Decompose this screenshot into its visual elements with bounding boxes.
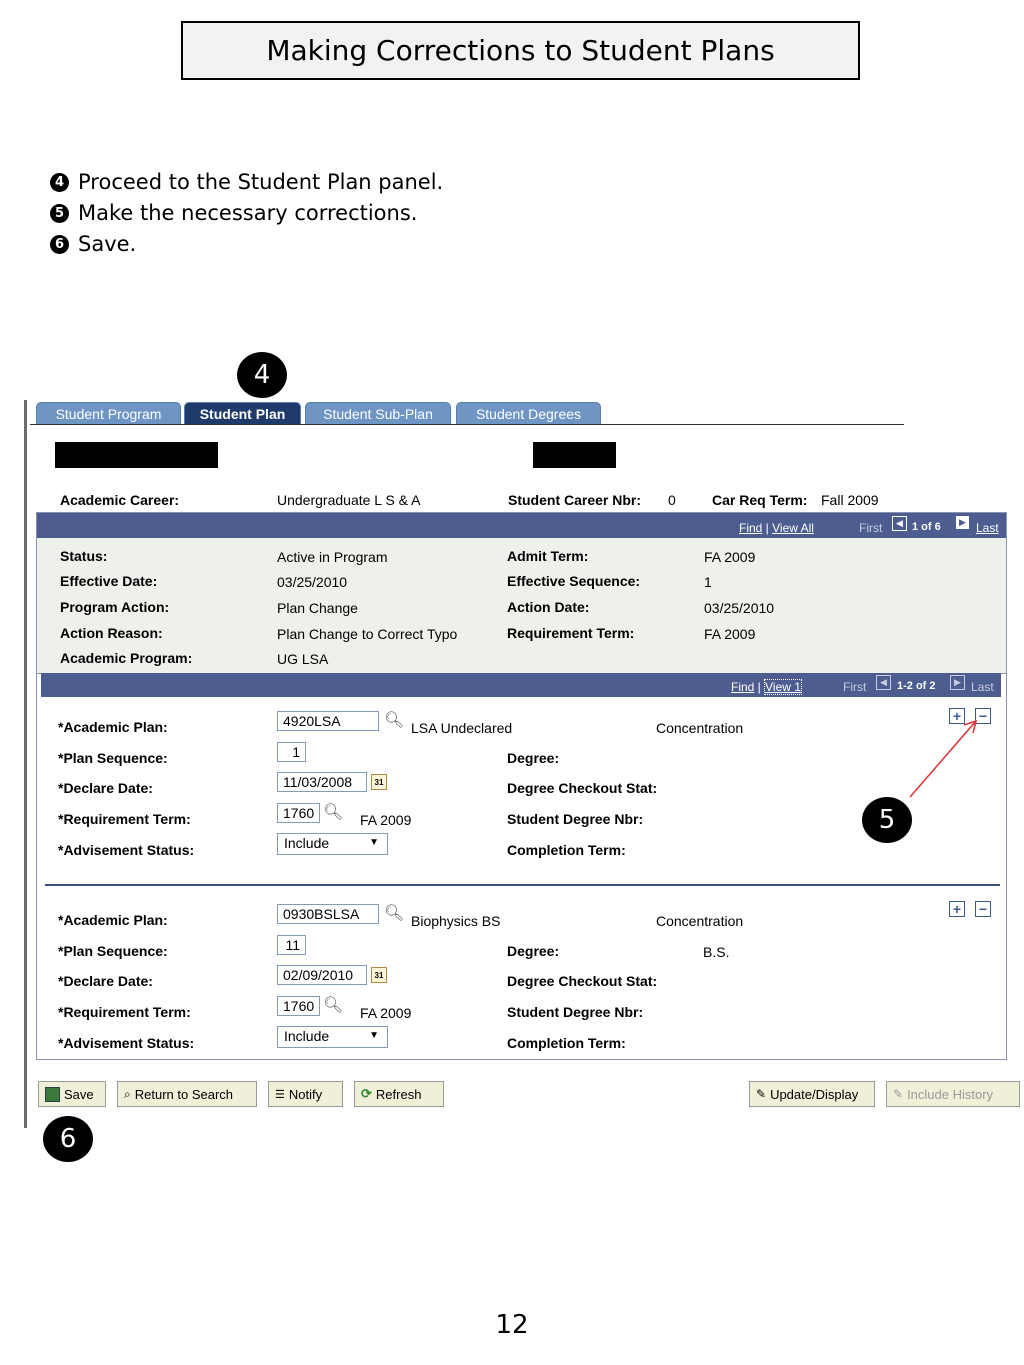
save-disk-icon [45, 1087, 60, 1102]
delete-row-icon[interactable]: − [975, 708, 991, 724]
declare-date-label: *Declare Date: [58, 780, 153, 796]
requirement-term-input[interactable]: 1760 [277, 996, 320, 1016]
plan-description: Biophysics BS [411, 913, 501, 929]
prev-arrow-icon[interactable]: ◀ [892, 516, 907, 531]
screenshot-left-border [24, 400, 27, 1128]
program-view-all-link[interactable]: View All [772, 521, 814, 535]
degree-label: Degree: [507, 943, 560, 959]
academic-plan-input[interactable]: 0930BSLSA [277, 904, 379, 924]
tab-student-program[interactable]: Student Program [36, 402, 181, 425]
academic-career-value: Undergraduate L S & A [277, 492, 421, 508]
status-label: Status: [60, 548, 108, 564]
plan-last[interactable]: Last [971, 680, 994, 694]
chevron-down-icon: ▼ [369, 1030, 379, 1041]
requirement-term-label: Requirement Term: [507, 625, 635, 641]
program-nav: Find | View All [739, 521, 814, 535]
plan-sequence-input[interactable]: 1 [277, 742, 306, 762]
requirement-term-desc: FA 2009 [360, 1005, 412, 1021]
requirement-term-input[interactable]: 1760 [277, 803, 320, 823]
admit-term-value: FA 2009 [704, 549, 756, 565]
tab-student-degrees[interactable]: Student Degrees [456, 402, 601, 425]
step-4 [50, 170, 443, 194]
academic-plan-label: *Academic Plan: [58, 719, 168, 735]
effective-seq-value: 1 [704, 574, 712, 590]
tab-baseline [30, 424, 904, 425]
plan-count: 1-2 of 2 [897, 680, 936, 692]
degree-checkout-label: Degree Checkout Stat: [507, 973, 658, 989]
return-to-search-button[interactable]: ⌕ Return to Search [117, 1081, 257, 1107]
status-value: Active in Program [277, 549, 388, 565]
program-first[interactable]: First [859, 521, 883, 535]
page-number: 12 [495, 1310, 529, 1340]
program-action-value: Plan Change [277, 600, 358, 616]
career-nbr-value: 0 [668, 492, 676, 508]
program-action-label: Program Action: [60, 599, 170, 615]
add-row-icon[interactable]: + [949, 708, 965, 724]
redacted-id [533, 442, 616, 468]
plan-nav: Find | View 1 [731, 680, 801, 694]
plan-type: Concentration [656, 720, 744, 736]
student-degree-nbr-label: Student Degree Nbr: [507, 811, 644, 827]
save-button[interactable]: Save [38, 1081, 106, 1107]
plan-lookup-icon[interactable]: 🔍︎ [384, 905, 405, 922]
action-date-value: 03/25/2010 [704, 600, 775, 616]
step-number: 6 [50, 235, 69, 254]
refresh-icon: ⟳ [361, 1086, 372, 1101]
tab-student-plan[interactable]: Student Plan [184, 402, 301, 425]
history-icon: ✎ [893, 1087, 904, 1101]
action-reason-label: Action Reason: [60, 625, 163, 641]
academic-program-label: Academic Program: [60, 650, 193, 666]
step-number: 4 [50, 173, 69, 192]
plan-first[interactable]: First [843, 680, 867, 694]
program-last-link[interactable]: Last [976, 521, 999, 535]
term-lookup-icon[interactable]: 🔍︎ [323, 804, 344, 821]
requirement-term-label: *Requirement Term: [58, 811, 191, 827]
admit-term-label: Admit Term: [507, 548, 589, 564]
plan-view-1-link[interactable]: View 1 [765, 680, 801, 694]
plan-sequence-label: *Plan Sequence: [58, 750, 168, 766]
effective-date-label: Effective Date: [60, 573, 158, 589]
tab-student-sub-plan[interactable]: Student Sub-Plan [305, 402, 451, 425]
action-reason-value: Plan Change to Correct Typo [277, 626, 458, 642]
requirement-term-label: *Requirement Term: [58, 1004, 191, 1020]
declare-date-input[interactable]: 11/03/2008 [277, 772, 367, 792]
completion-term-label: Completion Term: [507, 1035, 626, 1051]
declare-date-input[interactable]: 02/09/2010 [277, 965, 367, 985]
step-text: Make the necessary corrections. [78, 201, 418, 225]
advisement-status-label: *Advisement Status: [58, 1035, 195, 1051]
annotation-arrow [900, 715, 990, 805]
requirement-term-value: FA 2009 [704, 626, 756, 642]
requirement-term-desc: FA 2009 [360, 812, 412, 828]
chevron-down-icon: ▼ [369, 837, 379, 848]
plan-type: Concentration [656, 913, 744, 929]
plan-panel [36, 673, 1007, 1060]
notify-button[interactable]: ☰ Notify [268, 1081, 343, 1107]
callout-6: 6 [43, 1116, 93, 1162]
plan-lookup-icon[interactable]: 🔍︎ [384, 712, 405, 729]
plan-sequence-input[interactable]: 11 [277, 935, 306, 955]
car-req-term-label: Car Req Term: [712, 492, 808, 508]
effective-date-value: 03/25/2010 [277, 574, 348, 590]
step-text: Proceed to the Student Plan panel. [78, 170, 444, 194]
search-icon: ⌕ [124, 1086, 131, 1101]
career-nbr-label: Student Career Nbr: [508, 492, 642, 508]
program-find-link[interactable]: Find [739, 521, 763, 535]
advisement-status-label: *Advisement Status: [58, 842, 195, 858]
add-row-icon[interactable]: + [949, 901, 965, 917]
plan-description: LSA Undeclared [411, 720, 513, 736]
effective-seq-label: Effective Sequence: [507, 573, 641, 589]
step-text: Save. [78, 232, 137, 256]
action-date-label: Action Date: [507, 599, 590, 615]
plan-row-separator [45, 884, 1000, 886]
redacted-name [55, 442, 218, 468]
degree-value: B.S. [703, 944, 730, 960]
plan-sequence-label: *Plan Sequence: [58, 943, 168, 959]
degree-checkout-label: Degree Checkout Stat: [507, 780, 658, 796]
slide-title: Making Corrections to Student Plans [181, 21, 860, 80]
program-count: 1 of 6 [912, 521, 941, 533]
calendar-icon[interactable]: 31 [371, 774, 387, 790]
completion-term-label: Completion Term: [507, 842, 626, 858]
plan-find-link[interactable]: Find [731, 680, 755, 694]
student-degree-nbr-label: Student Degree Nbr: [507, 1004, 644, 1020]
academic-career-label: Academic Career: [60, 492, 180, 508]
advisement-status-select[interactable] [277, 1026, 388, 1048]
advisement-status-value: Include [284, 835, 330, 851]
callout-4: 4 [237, 352, 287, 398]
refresh-button[interactable]: ⟳ Refresh [354, 1081, 444, 1107]
calendar-icon[interactable]: 31 [371, 967, 387, 983]
include-history-button[interactable]: ✎ Include History [886, 1081, 1020, 1107]
step-number: 5 [50, 204, 69, 223]
delete-row-icon[interactable]: − [975, 901, 991, 917]
notify-icon: ☰ [275, 1088, 285, 1101]
update-display-button[interactable]: ✎ Update/Display [749, 1081, 875, 1107]
step-6 [50, 232, 136, 256]
car-req-term-value: Fall 2009 [821, 492, 879, 508]
advisement-status-value: Include [284, 1028, 330, 1044]
term-lookup-icon[interactable]: 🔍︎ [323, 997, 344, 1014]
plan-next-arrow-icon[interactable]: ▶ [950, 675, 965, 690]
step-5 [50, 201, 417, 225]
advisement-status-select[interactable] [277, 833, 388, 855]
academic-plan-input[interactable]: 4920LSA [277, 711, 379, 731]
declare-date-label: *Declare Date: [58, 973, 153, 989]
academic-plan-label: *Academic Plan: [58, 912, 168, 928]
callout-5: 5 [862, 797, 912, 843]
next-arrow-icon[interactable]: ▶ [956, 516, 969, 529]
academic-program-value: UG LSA [277, 651, 329, 667]
degree-label: Degree: [507, 750, 560, 766]
plan-prev-arrow-icon[interactable]: ◀ [876, 675, 891, 690]
update-icon: ✎ [756, 1087, 767, 1101]
